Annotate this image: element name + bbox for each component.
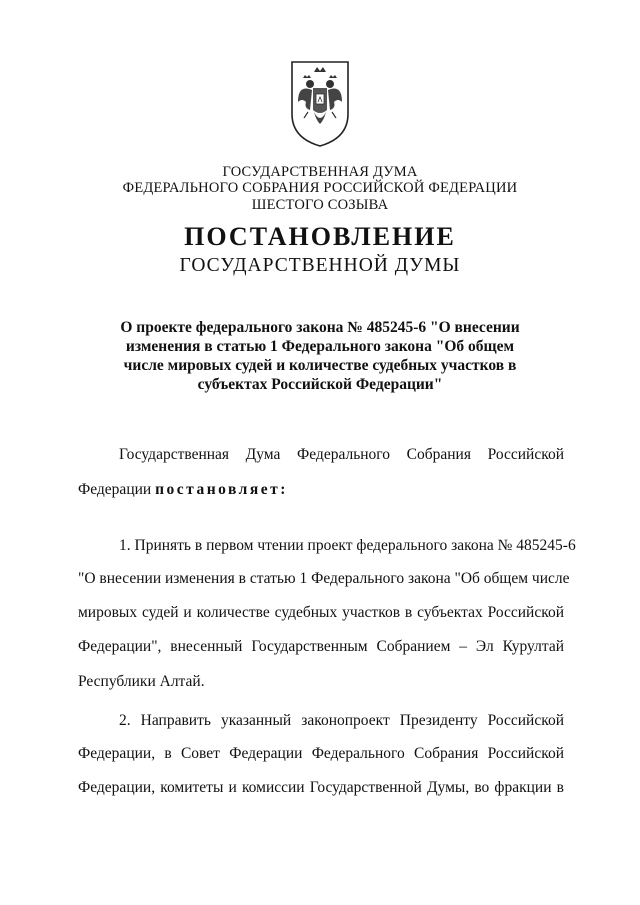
item1-line-4: Федерации", внесенный Государственным Собранием – Эл Курултай — [78, 638, 564, 655]
preamble-decision-word: постановляет: — [155, 481, 288, 498]
preamble-prefix: Федерации — [78, 481, 156, 498]
org-line-2: ФЕДЕРАЛЬНОГО СОБРАНИЯ РОССИЙСКОЙ ФЕДЕРАЦИИ — [122, 180, 518, 196]
russian-coat-of-arms-icon — [288, 58, 352, 148]
org-line-3: ШЕСТОГО СОЗЫВА — [251, 197, 389, 213]
item1-line-3: мировых судей и количестве судебных участков в субъектах Российской — [78, 604, 564, 621]
item1-line-1: 1. Принять в первом чтении проект федерального закона № 485245-6 — [119, 537, 576, 554]
item1-line-2: "О внесении изменения в статью 1 Федерального закона "Об общем числе — [78, 570, 570, 587]
org-line-1: ГОСУДАРСТВЕННАЯ ДУМА — [222, 164, 418, 180]
item2-line-1: 2. Направить указанный законопроект Президенту Российской — [119, 712, 564, 729]
preamble-line-2 — [78, 481, 564, 499]
item2-line-3: Федерации, комитеты и комиссии Государственной Думы, во фракции в — [78, 779, 564, 796]
subject-line-2: изменения в статью 1 Федерального закона "Об общем — [125, 338, 515, 355]
item1-line-5: Республики Алтай. — [78, 673, 205, 690]
subject-line-3: числе мировых судей и количестве судебных участков в — [123, 357, 517, 374]
document-issuer-subtitle: ГОСУДАРСТВЕННОЙ ДУМЫ — [179, 255, 461, 276]
subject-line-4: субъектах Российской Федерации" — [197, 376, 443, 393]
document-type-title: ПОСТАНОВЛЕНИЕ — [184, 222, 456, 251]
item2-line-2: Федерации, в Совет Федерации Федерального Собрания Российской — [78, 745, 564, 762]
preamble-line-1: Государственная Дума Федерального Собрания Российской — [119, 446, 564, 463]
subject-line-1: О проекте федерального закона № 485245-6 "О внесении — [120, 319, 520, 336]
